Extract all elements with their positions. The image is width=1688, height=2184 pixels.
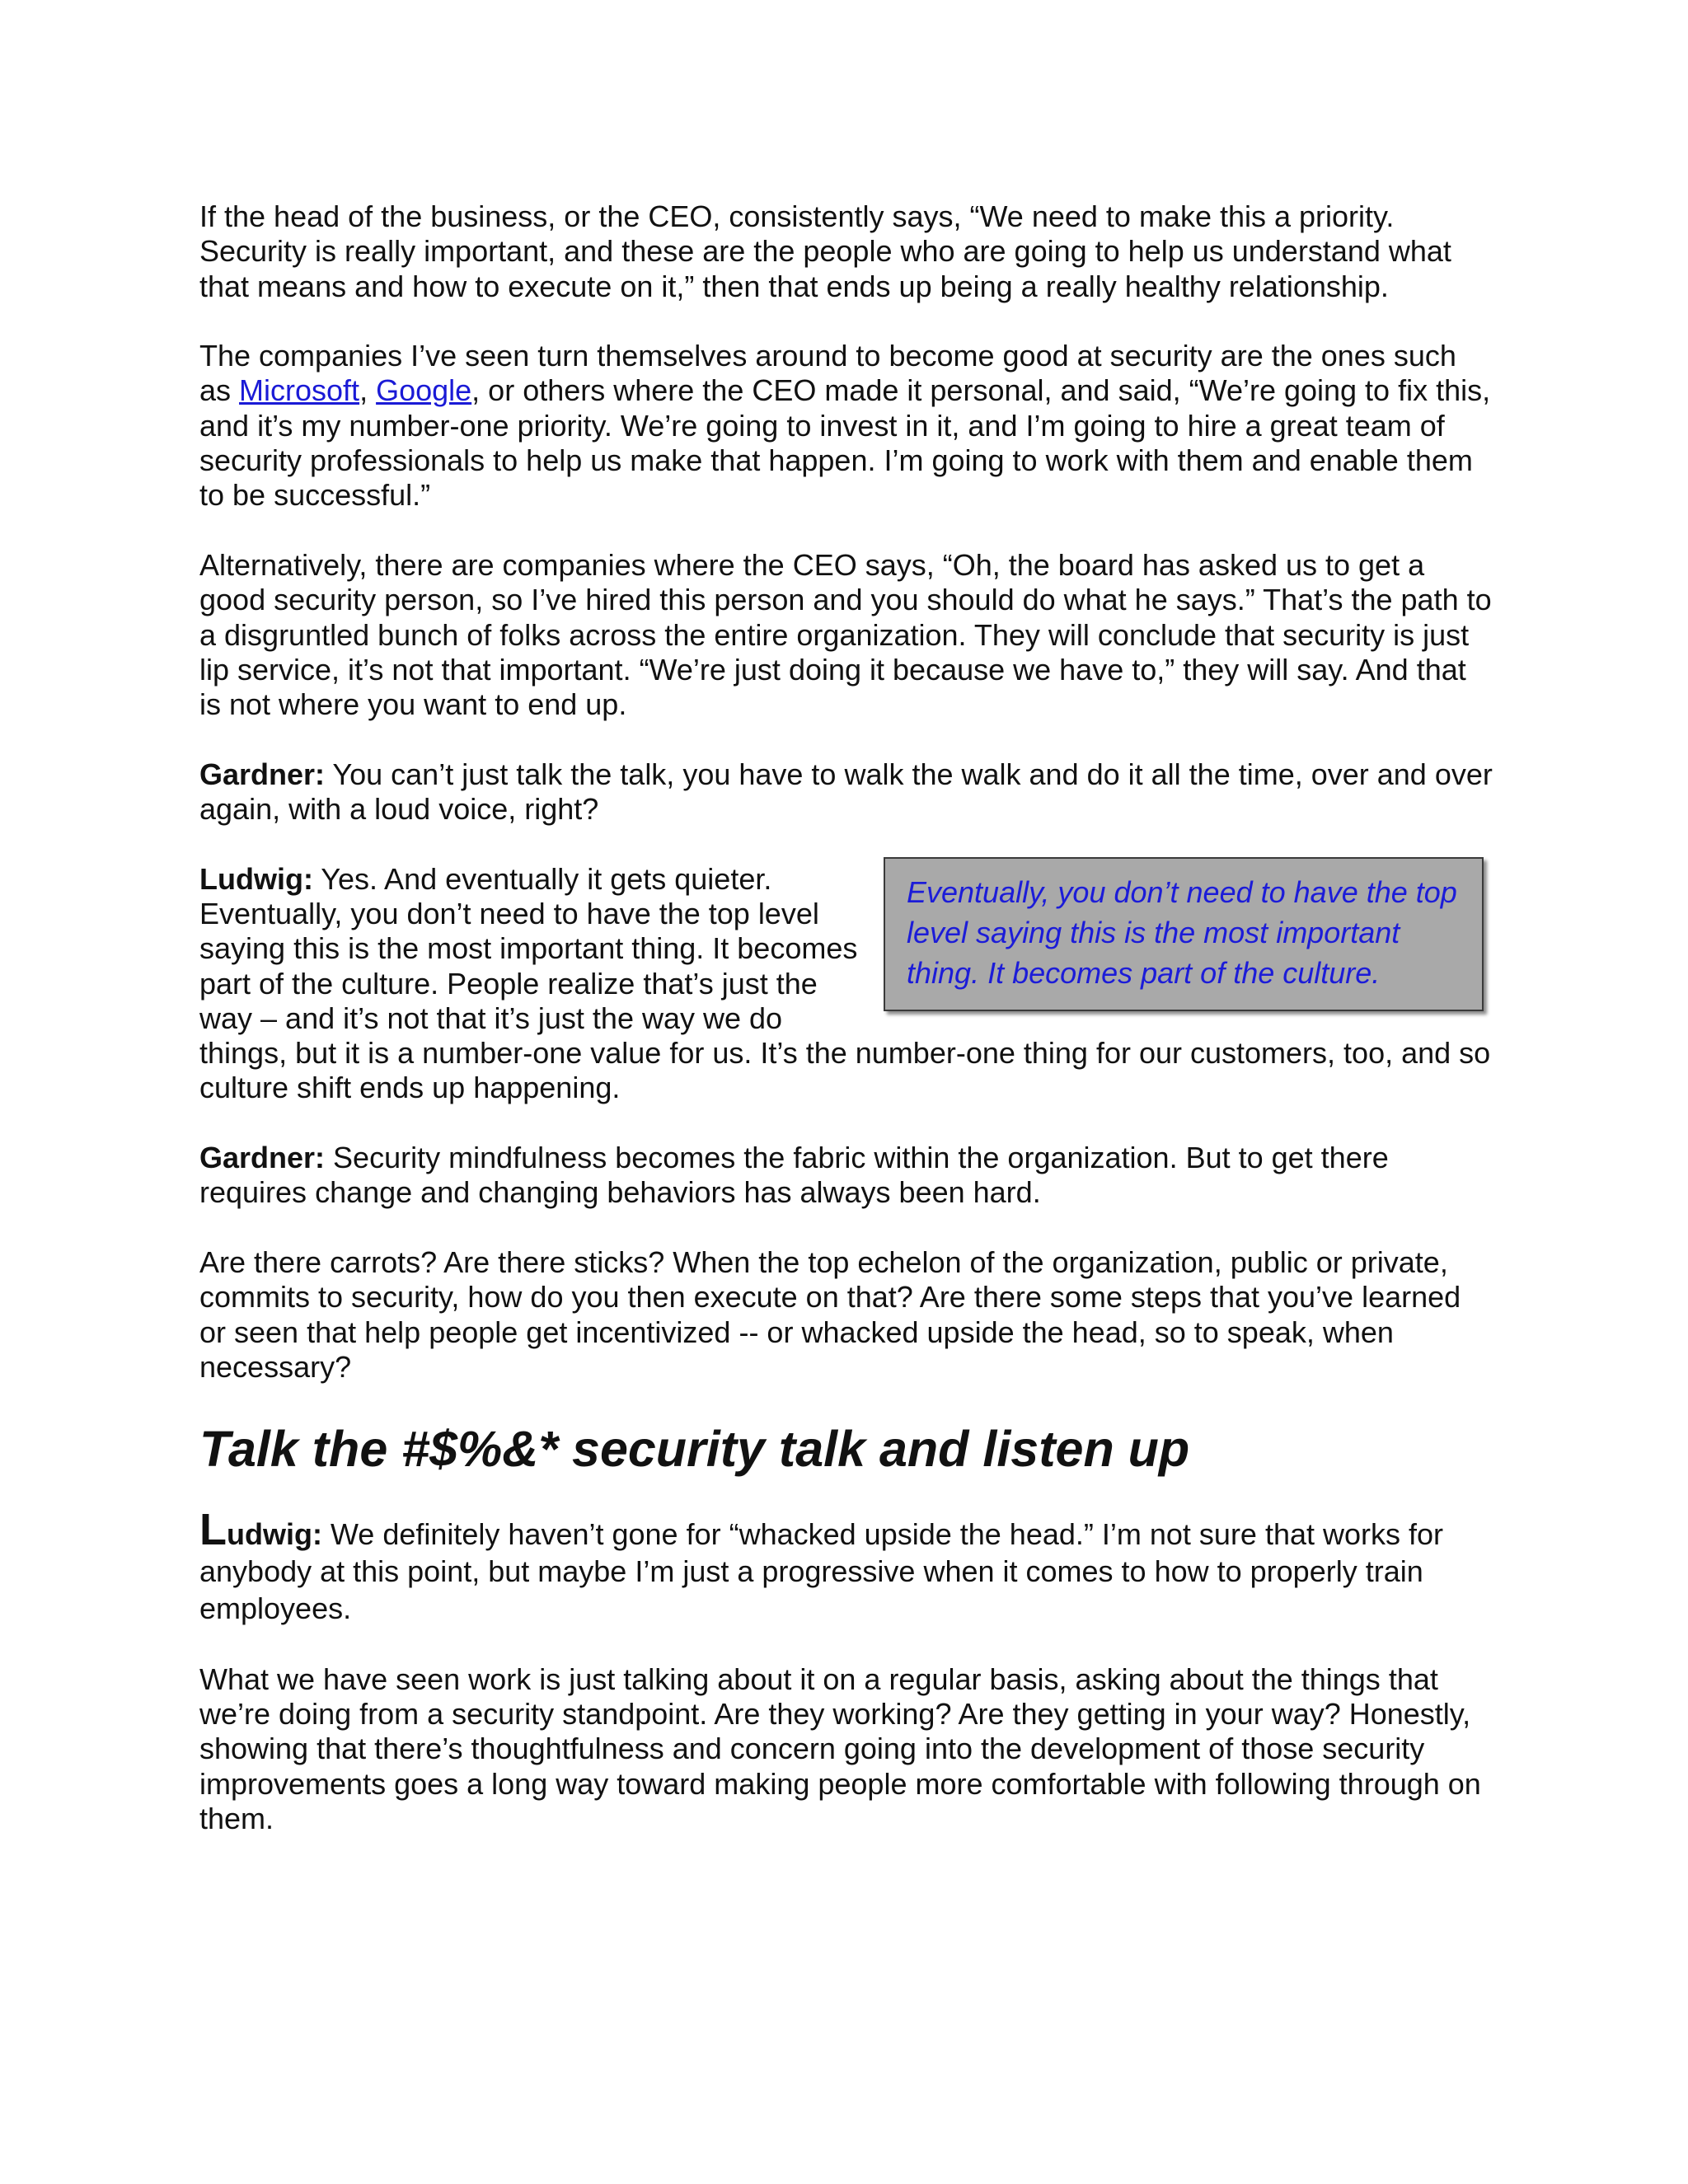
speaker-label: Gardner:: [199, 1141, 326, 1175]
speaker-text: You can’t just talk the talk, you have to walk the walk and do it all the time, over and over again, with a loud voice, right?: [199, 757, 1493, 827]
section-heading: Talk the #$%&* security talk and listen up: [199, 1421, 1190, 1478]
speaker-text: Yes. And eventually it gets quieter. Eventually, you don’t need to have the top level saying this is the most important thing. It becomes part of the culture. People realize that’s just the way – and it’s not that it’s just the way we do things, but it is a number-one value for us. It’s the number-one thing for our customers, too, and so culture shift ends up happening.: [199, 861, 1491, 1105]
paragraph-what-we-have-seen: What we have seen work is just talking about it on a regular basis, asking about the things that we’re doing from a security standpoint. Are they working? Are they getting in your way? Honestly, showing that there’s thoughtfulness and concern going into the development of those security improvements goes a long way toward making people more comfortable with following through on them.: [199, 1661, 1481, 1835]
google-link[interactable]: Google: [376, 373, 472, 408]
paragraph-gardner-mindfulness: [199, 1141, 1493, 1211]
paragraph-carrots-sticks: Are there carrots? Are there sticks? When the top echelon of the organization, public or private, commits to security, how do you then execute on that? Are there some steps that you’ve learned or seen that help people get incentivized -- or whacked upside the head, so to speak, when necessary?: [199, 1244, 1461, 1384]
speaker-label: Ludwig:: [199, 861, 313, 896]
speaker-text: Security mindfulness becomes the fabric within the organization. But to get there requires change and changing behaviors has always been hard.: [199, 1141, 1389, 1210]
drop-cap: L: [199, 1505, 227, 1555]
paragraph-text: The companies I’ve seen turn themselves around to become good at security are the ones such as: [199, 339, 1456, 408]
paragraph-text: ,: [359, 373, 377, 408]
paragraph-gardner-walk-the-walk: [199, 757, 1493, 827]
speaker-label: Gardner:: [199, 757, 326, 791]
paragraph-text: , or others where the CEO made it personal, and said, “We’re going to fix this, and it’s my number-one priority. We’re going to invest in it, and I’m going to hire a great team of security professionals to help us make that happen. I’m going to work with them and enable them to be successful.”: [199, 373, 1491, 513]
paragraph-ceo-priority: If the head of the business, or the CEO, consistently says, “We need to make this a priority. Security is really important, and these are the people who are going to help us understand what that means and how to execute on it,” then that ends up being a really healthy relationship.: [199, 199, 1451, 303]
paragraph-companies-turnaround: [199, 339, 1493, 513]
pull-quote: Eventually, you don’t need to have the top level saying this is the most important thing. It becomes part of the culture.: [884, 857, 1484, 1011]
speaker-text: We definitely haven’t gone for “whacked upside the head.” I’m not sure that works for anybody at this point, but maybe I’m just a progressive when it comes to how to properly train employees.: [199, 1517, 1444, 1626]
microsoft-link[interactable]: Microsoft: [239, 373, 360, 408]
paragraph-alternatively: Alternatively, there are companies where the CEO says, “Oh, the board has asked us to get a good security person, so I’ve hired this person and you should do what he says.” That’s the path to a disgruntled bunch of folks across the entire organization. They will conclude that security is just lip service, it’s not that important. “We’re just doing it because we have to,” they will say. And that is not where you want to end up.: [199, 547, 1492, 722]
speaker-label: udwig:: [227, 1517, 322, 1552]
paragraph-ludwig-whacked: [199, 1505, 1493, 1627]
article-body: [199, 199, 1493, 1836]
